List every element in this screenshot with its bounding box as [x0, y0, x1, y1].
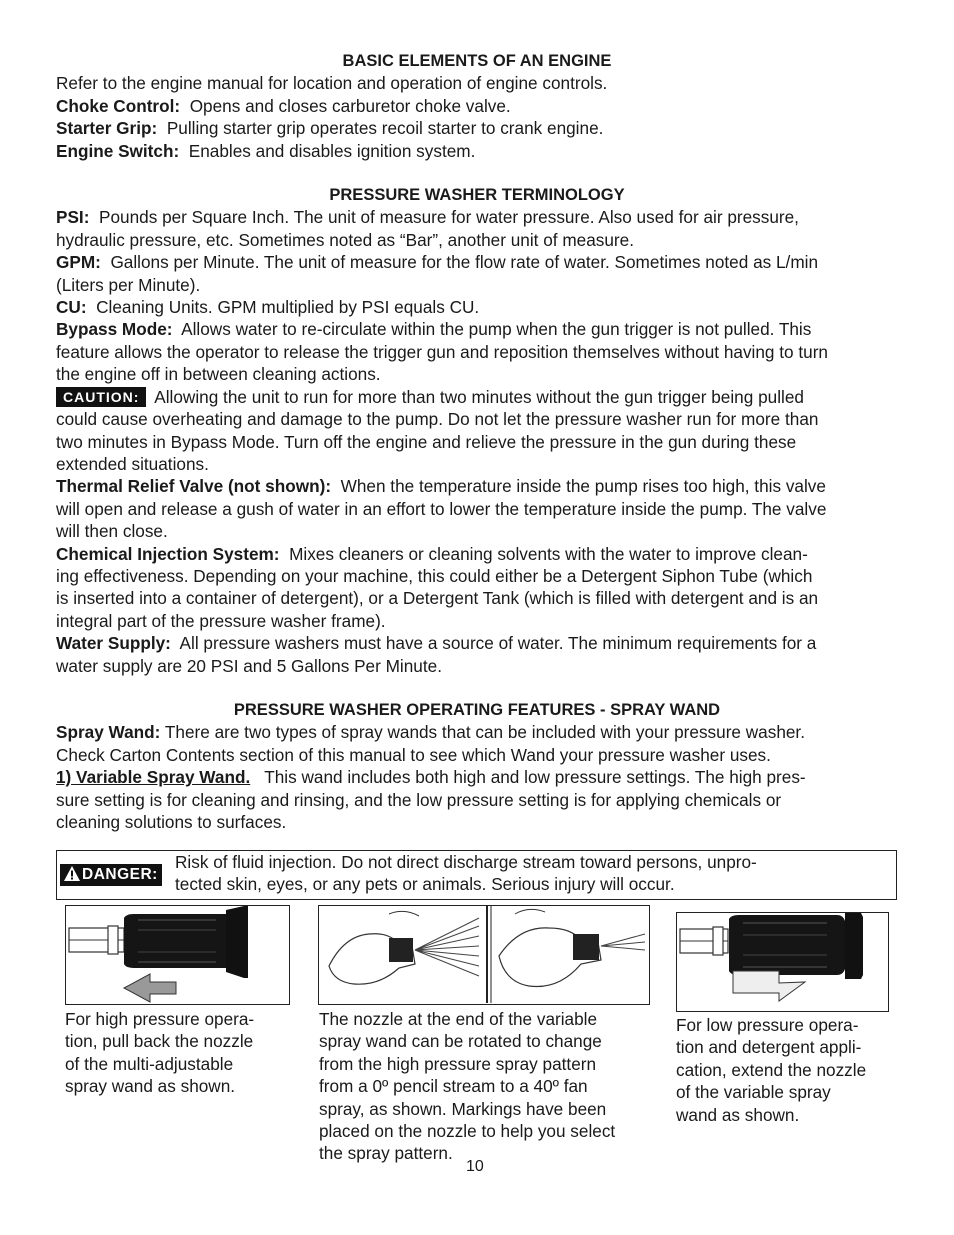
caption-line: from a 0º pencil stream to a 40º fan	[319, 1076, 588, 1097]
text-line: This wand includes both high and low pressure settings. The high pres-	[264, 767, 806, 788]
text-line: ing effectiveness. Depending on your machine, this could either be a Detergent Siphon Tube (which	[56, 565, 813, 586]
text-line: (Liters per Minute).	[56, 274, 201, 295]
gpm-definition	[56, 251, 898, 296]
variable-wand-definition	[56, 766, 898, 833]
chemical-definition	[56, 543, 898, 633]
term: Spray Wand:	[56, 722, 161, 743]
wand-high-pressure-figure	[65, 905, 290, 1005]
definition: Pulling starter grip operates recoil starter to crank engine.	[166, 118, 604, 139]
term: PSI:	[56, 207, 90, 228]
term: GPM:	[56, 252, 101, 273]
caption-line: from the high pressure spray pattern	[319, 1053, 597, 1074]
text-line: will then close.	[56, 521, 168, 542]
term: 1) Variable Spray Wand.	[56, 767, 251, 788]
text-line: All pressure washers must have a source of water. The minimum requirements for a	[179, 633, 817, 654]
text-line: Risk of fluid injection. Do not direct discharge stream toward persons, unpro-	[175, 852, 757, 872]
text-line: cleaning solutions to surfaces.	[56, 812, 287, 832]
text-line: will open and release a gush of water in an effort to lower the temperature inside the pump. The valve	[56, 498, 827, 519]
text-line: Cleaning Units. GPM multiplied by PSI equals CU.	[96, 297, 480, 318]
engine-switch	[56, 140, 898, 162]
caption-line: cation, extend the nozzle	[676, 1059, 867, 1080]
thermal-definition	[56, 475, 898, 542]
bypass-definition	[56, 318, 898, 385]
text-line: Gallons per Minute. The unit of measure for the flow rate of water. Sometimes noted as L/min	[110, 252, 819, 273]
text-line: integral part of the pressure washer frame).	[56, 610, 386, 631]
text-line: feature allows the operator to release the trigger gun and reposition themselves without having to turn	[56, 341, 828, 362]
term: Water Supply:	[56, 633, 171, 654]
text-line: water supply are 20 PSI and 5 Gallons Per Minute.	[56, 655, 442, 676]
term: CU:	[56, 297, 87, 318]
water-definition	[56, 632, 898, 677]
text-line: When the temperature inside the pump rises too high, this valve	[340, 476, 826, 497]
definition: Opens and closes carburetor choke valve.	[189, 95, 511, 116]
term: Choke Control:	[56, 95, 181, 116]
page-number: 10	[466, 1158, 484, 1175]
text-line: hydraulic pressure, etc. Sometimes noted as “Bar”, another unit of measure.	[56, 229, 634, 250]
warning-triangle-icon	[64, 866, 80, 881]
caption-line: For low pressure opera-	[676, 1015, 859, 1035]
caption-line: spray wand can be rotated to change	[319, 1031, 602, 1052]
engine-intro: Refer to the engine manual for location and operation of engine controls.	[56, 73, 608, 94]
caption-line: For high pressure opera-	[65, 1009, 255, 1029]
cu-definition	[56, 296, 898, 318]
text-line: could cause overheating and damage to the pump. Do not let the pressure washer run for more than	[56, 409, 819, 430]
text-line: Check Carton Contents section of this manual to see which Wand your pressure washer uses.	[56, 744, 771, 765]
text-line: Allowing the unit to run for more than two minutes without the gun trigger being pulled	[154, 386, 804, 407]
spray-wand-illustration	[66, 906, 288, 1003]
text-line: There are two types of spray wands that can be included with your pressure washer.	[164, 722, 805, 743]
term: Engine Switch:	[56, 140, 180, 161]
spray-wand-definition	[56, 721, 898, 766]
spray-wand-illustration	[677, 913, 887, 1010]
caption-line: placed on the nozzle to help you select	[319, 1121, 616, 1142]
heading-spray-wand: PRESSURE WASHER OPERATING FEATURES - SPRAY WAND	[233, 700, 721, 719]
caption-high-pressure	[65, 1008, 285, 1098]
psi-definition	[56, 206, 898, 251]
caption-line: tion and detergent appli-	[676, 1037, 862, 1058]
text-line: the engine off in between cleaning actions.	[56, 364, 381, 385]
text-line: is inserted into a container of detergent), or a Detergent Tank (which is filled with detergent and is an	[56, 588, 819, 609]
text-line: Mixes cleaners or cleaning solvents with the water to improve clean-	[289, 543, 808, 564]
caption-line: tion, pull back the nozzle	[65, 1031, 254, 1052]
text-line: sure setting is for cleaning and rinsing, and the low pressure setting is for applying chemicals or	[56, 789, 782, 810]
text-line: extended situations.	[56, 453, 209, 474]
danger-label	[60, 864, 162, 886]
nozzle-rotation-figure	[318, 905, 650, 1005]
caption-line: spray wand as shown.	[65, 1076, 236, 1097]
choke-control	[56, 95, 898, 117]
caption-line: the spray pattern.	[319, 1143, 453, 1164]
text-line: tected skin, eyes, or any pets or animals. Serious injury will occur.	[175, 874, 675, 895]
term: Bypass Mode:	[56, 319, 173, 340]
caption-line: The nozzle at the end of the variable	[319, 1009, 598, 1029]
definition: Enables and disables ignition system.	[188, 140, 476, 161]
caution-label: CAUTION:	[56, 387, 146, 407]
wand-low-pressure-figure	[676, 912, 889, 1012]
caption-line: of the multi-adjustable	[65, 1053, 234, 1074]
caption-line: of the variable spray	[676, 1082, 831, 1103]
term: Starter Grip:	[56, 118, 158, 139]
starter-grip	[56, 117, 898, 139]
page-content	[56, 50, 898, 833]
danger-warning-box	[56, 850, 897, 900]
term: Chemical Injection System:	[56, 543, 280, 564]
text-line: Pounds per Square Inch. The unit of measure for water pressure. Also used for air pressure,	[99, 207, 799, 228]
text-line: two minutes in Bypass Mode. Turn off the engine and relieve the pressure in the gun during these	[56, 431, 797, 452]
danger-label-text: DANGER:	[82, 866, 158, 883]
caption-line: wand as shown.	[676, 1104, 800, 1125]
text-line: Allows water to re-circulate within the pump when the gun trigger is not pulled. This	[181, 319, 812, 340]
caption-low-pressure	[676, 1014, 891, 1126]
heading-terminology: PRESSURE WASHER TERMINOLOGY	[329, 186, 625, 205]
heading-engine: BASIC ELEMENTS OF AN ENGINE	[342, 52, 612, 70]
caution-note	[56, 386, 898, 476]
danger-text	[175, 851, 875, 896]
nozzle-spray-illustration	[319, 906, 648, 1003]
caption-line: spray, as shown. Markings have been	[319, 1098, 607, 1119]
caption-nozzle-rotation	[319, 1008, 654, 1165]
term: Thermal Relief Valve (not shown):	[56, 476, 332, 497]
